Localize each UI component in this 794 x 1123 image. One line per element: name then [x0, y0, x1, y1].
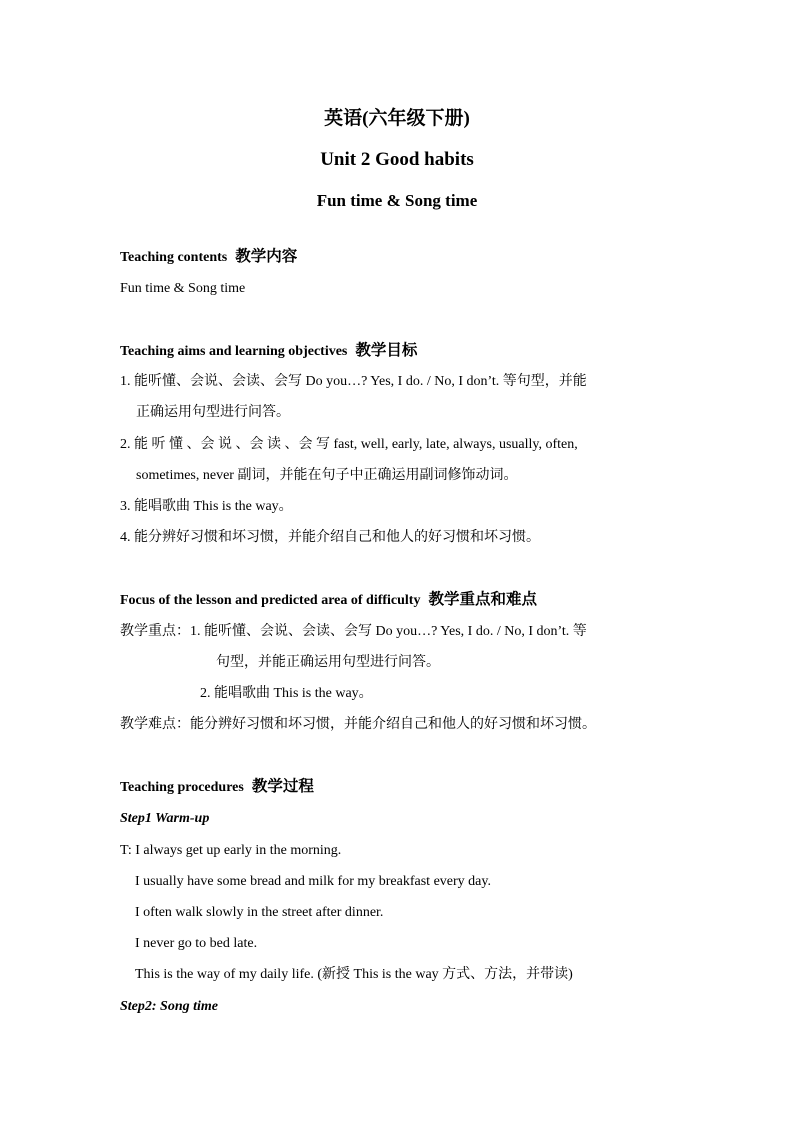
aims-item-4: 4. 能分辨好习惯和坏习惯，并能介绍自己和他人的好习惯和坏习惯。	[120, 530, 540, 545]
step2-heading: Step2: Song time	[120, 999, 219, 1014]
contents-heading	[120, 247, 297, 268]
document-title: 英语(六年级下册)	[324, 108, 470, 129]
aims-heading-en: Teaching aims and learning objectives	[120, 344, 348, 359]
lesson-title: Fun time & Song time	[316, 191, 478, 210]
focus-heading	[120, 590, 537, 611]
procedures-heading-en: Teaching procedures	[120, 780, 244, 795]
procedure-line-5: This is the way of my daily life. (新授 This is the way 方式、方法，并带读)	[135, 967, 573, 982]
procedure-line-1: T: I always get up early in the morning.	[120, 843, 342, 858]
focus-heading-cn: 教学重点和难点	[428, 591, 537, 608]
aims-item-1: 1. 能听懂、会说、会读、会写 Do you…? Yes, I do. / No, I don’t. 等句型，并能	[120, 374, 587, 389]
procedures-heading	[120, 777, 314, 798]
aims-heading	[120, 341, 417, 362]
focus-heading-en: Focus of the lesson and predicted area of difficulty	[120, 593, 421, 608]
aims-item-3: 3. 能唱歌曲 This is the way。	[120, 499, 293, 514]
focus-key-point-1: 教学重点：1. 能听懂、会说、会读、会写 Do you…? Yes, I do. / No, I don’t. 等	[120, 624, 587, 639]
aims-item-1-cont: 正确运用句型进行问答。	[136, 405, 290, 420]
contents-heading-en: Teaching contents	[120, 250, 228, 265]
aims-item-2: 2. 能 听 懂 、会 说 、会 读 、会 写 fast, well, early, late, always, usually, often,	[120, 437, 578, 452]
aims-item-2-cont: sometimes, never 副词，并能在句子中正确运用副词修饰动词。	[136, 468, 518, 483]
step1-heading: Step1 Warm-up	[120, 811, 210, 826]
focus-key-point-1-cont: 句型，并能正确运用句型进行问答。	[216, 655, 440, 670]
focus-difficulty: 教学难点：能分辨好习惯和坏习惯，并能介绍自己和他人的好习惯和坏习惯。	[120, 717, 596, 732]
aims-heading-cn: 教学目标	[355, 342, 418, 359]
procedure-line-4: I never go to bed late.	[135, 936, 258, 951]
unit-title: Unit 2 Good habits	[320, 149, 474, 170]
procedure-line-2: I usually have some bread and milk for my breakfast every day.	[135, 874, 491, 889]
procedures-heading-cn: 教学过程	[251, 778, 314, 795]
procedure-line-3: I often walk slowly in the street after dinner.	[135, 905, 384, 920]
contents-text: Fun time & Song time	[120, 281, 246, 296]
focus-key-point-2: 2. 能唱歌曲 This is the way。	[200, 686, 373, 701]
contents-heading-cn: 教学内容	[235, 248, 298, 265]
